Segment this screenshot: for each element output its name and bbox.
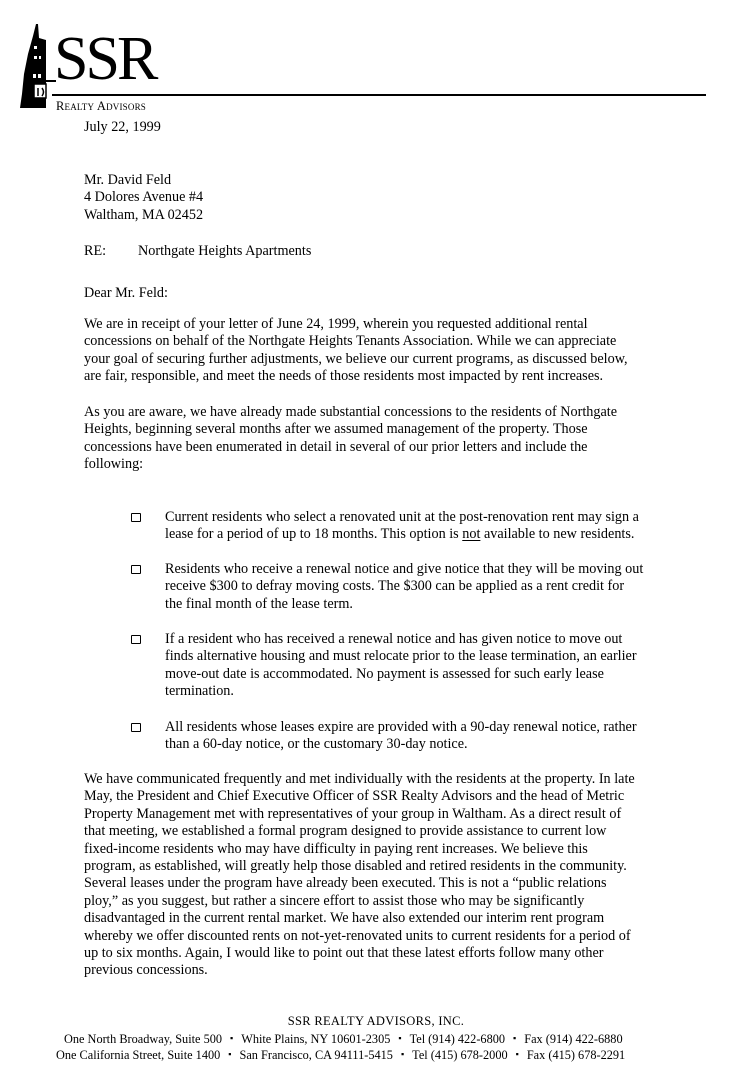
office-fax: Fax (415) 678-2291 [526,1048,626,1062]
paragraph-line: following: [84,456,144,473]
separator-icon: ▪ [230,1033,234,1043]
separator-icon: ▪ [400,1049,405,1059]
bullet-line: than a 60-day notice, or the customary 30-day notice. [165,736,468,753]
bullet-line: All residents whose leases expire are provided with a 90-day renewal notice, rather [165,719,637,735]
office-street: One North Broadway, Suite 500 [64,1032,223,1046]
bullet-line: finds alternative housing and must relocate prior to the lease termination, an earlier [165,648,637,665]
letter-date: July 22, 1999 [84,119,161,135]
recipient-street: 4 Dolores Avenue #4 [84,189,204,206]
paragraph-line: fixed-income residents who may have difficulty in paying rent increases. We believe this [84,840,588,857]
bullet-line: receive $300 to defray moving costs. The $300 can be applied as a rent credit for [165,578,625,595]
office-fax: Fax (914) 422-6880 [524,1032,623,1046]
bullet-line: If a resident who has received a renewal notice and has given notice to move out [165,631,623,647]
bullet-text: available to new residents. [480,526,635,543]
recipient-name: Mr. David Feld [84,172,172,188]
paragraph-3 [84,771,635,980]
bullet-line: move-out date is accommodated. No payment is assessed for such early lease [165,665,604,682]
paragraph-line: that meeting, we established a formal program designed to provide assistance to current low [84,823,607,840]
paragraph-line: We have communicated frequently and met individually with the residents at the property. In late [84,771,635,787]
recipient-city: Waltham, MA 02452 [84,206,204,223]
footer-office-sf [56,1048,625,1063]
paragraph-line: ploy,” as you suggest, but rather a sincere effort to assist those who may be significantly [84,892,585,909]
office-street: One California Street, Suite 1400 [56,1048,221,1062]
paragraph-line: May, the President and Chief Executive Officer of SSR Realty Advisors and the head of Metric [84,788,625,805]
paragraph-1 [84,316,628,386]
paragraph-line: Property Management met with representatives of your group in Waltham. As a direct result of [84,805,622,822]
separator-icon: ▪ [513,1033,517,1043]
office-tel: Tel (415) 678-2000 [412,1048,508,1062]
checkbox-bullet-icon [131,513,141,522]
company-subtitle: Realty Advisors [56,99,146,113]
checkbox-bullet-icon [131,723,141,732]
footer-office-ny [64,1032,623,1047]
paragraph-line: Several leases under the program have already been executed. This is not a “public relations [84,875,607,892]
bullet-line: termination. [165,683,234,700]
bullet-text: lease for a period of up to 18 months. This option is [165,526,463,543]
paragraph-line: We are in receipt of your letter of June 24, 1999, wherein you requested additional rental [84,316,588,332]
recipient-address [84,172,203,224]
office-tel: Tel (914) 422-6800 [409,1032,506,1046]
bullet-line: Residents who receive a renewal notice and give notice that they will be moving out [165,561,644,577]
bullet-line [165,526,639,543]
office-city: White Plains, NY 10601-2305 [241,1032,391,1046]
paragraph-line: disadvantaged in the current rental market. We have also extended our interim rent program [84,910,605,927]
salutation: Dear Mr. Feld: [84,285,168,301]
paragraph-line: As you are aware, we have already made substantial concessions to the residents of Northgate [84,404,618,420]
separator-icon: ▪ [398,1033,402,1043]
letterhead-rule [52,94,706,96]
subject-label: RE: [84,243,107,259]
subject-line [84,243,311,260]
checkbox-bullet-icon [131,635,141,644]
paragraph-2 [84,404,617,474]
office-city: San Francisco, CA 94111-5415 [239,1048,393,1062]
paragraph-line: are fair, responsible, and meet the needs of those residents most impacted by rent increases. [84,368,604,385]
paragraph-line: your goal of securing further adjustments, we believe our current programs, as discussed below, [84,350,628,367]
checkbox-bullet-icon [131,565,141,574]
paragraph-line: whereby we offer discounted rents on not-yet-renovated units to current residents for a period of [84,927,631,944]
bullet-line: the final month of the lease term. [165,595,353,612]
paragraph-line: concessions have been enumerated in detail in several of our prior letters and include the [84,438,588,455]
paragraph-line: Heights, beginning several months after we assumed management of the property. Those [84,421,588,438]
paragraph-line: previous concessions. [84,962,208,979]
paragraph-line: concessions on behalf of the Northgate Heights Tenants Association. While we can appreciate [84,333,617,350]
separator-icon: ▪ [228,1049,232,1059]
subject-text: Northgate Heights Apartments [138,243,312,259]
separator-icon: ▪ [515,1049,519,1059]
footer-company-name: SSR REALTY ADVISORS, INC. [287,1014,465,1028]
company-logo-text: SSR [54,25,156,93]
bullet-line: Current residents who select a renovated unit at the post-renovation rent may sign a [165,509,639,525]
paragraph-line: up to six months. Again, I would like to point out that these latest efforts follow many other [84,945,604,962]
emphasis-not: not [462,526,481,543]
paragraph-line: program, as established, will greatly help those disabled and retired residents in the community. [84,858,627,875]
